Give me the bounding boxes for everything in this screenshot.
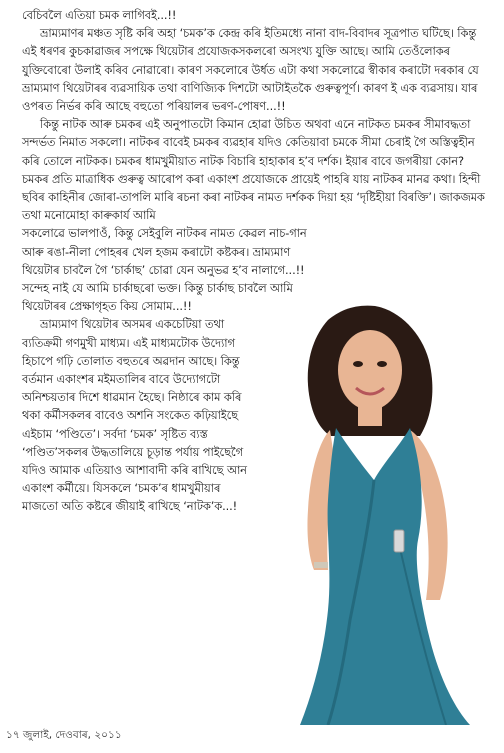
article-opening-line: বেচিবলৈ এতিয়া চমক লাগিবই...!! (22, 8, 177, 22)
article-paragraph-2-continued: সকলোৱে ভালপাওঁ, কিন্তু সেইবুলি নাটকৰ নামত কেৱল নাচ-গান আৰু ৰঙা-নীলা পোহৰৰ খেল হজম কৰাটো কষ্টকৰ। ভ্ৰাম্যমাণ থিয়েটাৰ চাবলৈ গৈ ‘চাৰ্কাছ’ চোৱা যেন অনুভৱ হ’ব নালাগে...!! সন্দেহ নাই যে আমি চাৰ্কাছৰো ভক্ত। কিন্তু চাৰ্কাছ চাবলৈ আমি থিয়েটাৰৰ প্ৰেক্ষাগৃহত কিয় সোমাম...!! (22, 226, 307, 314)
face-shape (338, 330, 402, 410)
actress-photo (270, 300, 504, 725)
article-paragraph-3: ভ্ৰাম্যমাণ থিয়েটাৰ অসমৰ একচেটিয়া তথা ব্যতিক্ৰমী গণমুখী মাধ্যম। এই মাধ্যমটোক উদ্যোগ হিচাপে গঢ়ি তোলাত বহুতৰে অৱদান আছে। কিন্তু বৰ্তমান একাংশৰ মইমতালিৰ বাবে উদ্যোগটো অনিশ্চয়তাৰ দিশে ধাৱমান হৈছে। নিষ্ঠাৰে কাম কৰি থকা কৰ্মীসকলৰ বাবেও অশনি সংকেত কঢ়িয়াইছে এইচাম ‘পণ্ডিতে’। সৰ্বদা ‘চমক’ সৃষ্টিত ব্যস্ত ‘পণ্ডিত’সকলৰ উদ্ধতালিয়ে চূড়ান্ত পৰ্যায় পাইছেগৈ যদিও আমাক এতিয়াও আশাবাদী কৰি ৰাখিছে আন একাংশ কৰ্মীয়ে। যিসকলে ‘চমক’ৰ ধামখুমীয়াৰ মাজতো অতি কষ্টৰে জীয়াই ৰাখিছে ‘নাটক’ক...! (22, 317, 247, 514)
brooch-shape (394, 530, 404, 552)
article-paragraph-2: কিন্তু নাটক আৰু চমকৰ এই অনুপাতটো কিমান হোৱা উচিত অথবা এনে নাটকত চমকৰ সীমাবদ্ধতা সন্দৰ্ভত নিমাত সকলো। নাটকৰ বাবেই চমকৰ ব্যৱহাৰ যদিও কেতিয়াবা চমকে সীমা চেৰাই গৈ অস্তিত্বহীন কৰি তোলে নাটকক। চমকৰ ধামখুমীয়াত নাটক বিচাৰি হাহাকাৰ হ’ব দৰ্শক। ইয়াৰ বাবে জগৰীয়া কোন? চমকৰ প্ৰতি মাত্ৰাধিক গুৰুত্ব আৰোপ কৰা একাংশ প্ৰযোজকে প্ৰায়েই পাহৰি যায় নাটকৰ মানৱ কথা। হিন্দী ছবিৰ কাহিনীৰ জোৰা-তাপলি মাৰি ৰচনা কৰা নাটকৰ নামত দৰ্শকক দিয়া হয় ‘দৃষ্টিহীয়া বিৰক্তি’। জাকজমক তথা মনোমোহা কাৰুকাৰ্য আমি (22, 117, 485, 223)
publication-date: ১৭ জুলাই, দেওবাৰ, ২০১১ (6, 729, 122, 741)
article-paragraph-1: ভ্ৰাম্যমাণৰ মঞ্চত সৃষ্টি কৰি অহা ‘চমক’ক কেন্দ্ৰ কৰি ইতিমধ্যে নানা বাদ-বিবাদৰ সূত্ৰপাত ঘটিছে। কিন্তু এই ধৰণৰ কুচকাৱাজৰ সপক্ষে থিয়েটাৰ প্ৰযোজকসকলৰো অসংখ্য যুক্তি আছে। আমি তেওঁলোকৰ যুক্তিবোৰো উলাই কৰিব নোৱাৰো। কাৰণ সকলোৰে উৰ্ধত এটা কথা সকলোৱে স্বীকাৰ কৰাটো দৰকাৰ যে ভ্ৰাম্যমাণ থিয়েটাৰৰ ব্যৱসায়িক তথা বাণিজ্যিক দিশটো আটাইতকৈ গুৰুত্বপূৰ্ণ। কাৰণ ই এক ব্যৱসায়। যাৰ ওপৰত নিৰ্ভৰ কৰি আছে বহুতো পৰিয়ালৰ ভৰণ-পোষণ...!! (22, 26, 479, 114)
